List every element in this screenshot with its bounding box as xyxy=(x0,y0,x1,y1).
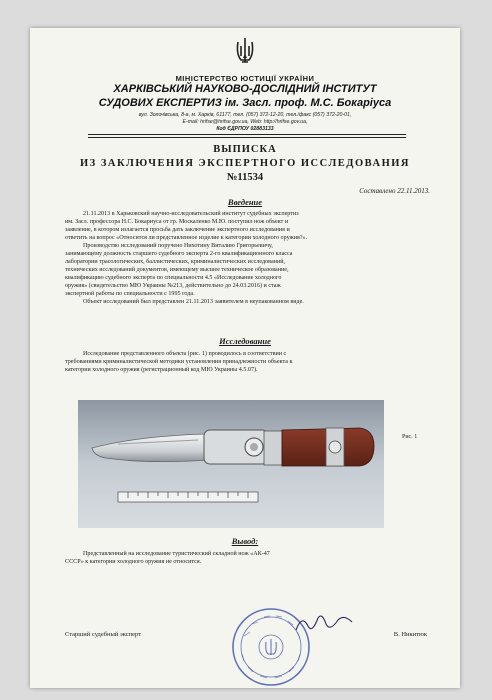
text-line: занимающему должность старшего судебного эксперта 2-го квалификационного класса xyxy=(65,251,293,257)
trident-emblem-icon xyxy=(232,36,258,66)
ministry-line: МІНІСТЕРСТВО ЮСТИЦІЇ УКРАЇНИ xyxy=(175,74,315,83)
text-line: Представленный на исследование туристический складной нож «АК-47 xyxy=(83,551,270,557)
institute-name-line2: СУДОВИХ ЕКСПЕРТИЗ ім. Засл. проф. М.С. Бокаріуса xyxy=(98,97,392,109)
document-subtitle: ИЗ ЗАКЛЮЧЕНИЯ ЭКСПЕРТНОГО ИССЛЕДОВАНИЯ xyxy=(79,158,411,169)
address-line: вул. Золочівська, 8-а, м. Харків, 61177, тел. (057) 372-12-20, тел./факс (057) 372-20-01, xyxy=(138,112,352,118)
text-line: 21.11.2013 в Харьковский научно-исследовательский институт судебных экспертиз xyxy=(83,211,299,217)
institute-name-line1: ХАРКІВСЬКИЙ НАУКОВО-ДОСЛІДНИЙ ІНСТИТУТ xyxy=(113,83,377,95)
handwritten-signature xyxy=(292,608,362,638)
folding-knife-image xyxy=(78,400,384,528)
header-divider-thin xyxy=(88,137,406,138)
text-line: требованиями криминалистической методики установления принадлежности объекта к xyxy=(65,359,293,365)
text-line: технических исследований документов, имеющему высшее техническое образование, xyxy=(65,267,289,273)
figure-label: Рис. 1 xyxy=(402,434,418,440)
document-page xyxy=(30,28,460,688)
conclusion-heading: Вывод: xyxy=(231,536,259,546)
compiled-date: Составлено 22.11.2013. xyxy=(359,187,430,195)
conclusion-body xyxy=(65,550,427,566)
text-line: ответить на вопрос «Относится ли представленное изделие к категории холодного оружия?». xyxy=(65,235,308,241)
document-number: №11534 xyxy=(226,172,264,183)
text-line: Производство исследований поручено Нихотину Виталию Григорьевичу, xyxy=(83,243,273,249)
text-line: категории холодного оружия (регистрационный код МЮ Украины 4.5.07). xyxy=(65,367,258,373)
research-body xyxy=(65,350,427,374)
text-line: СССР» к категории холодного оружия не относится. xyxy=(65,559,202,565)
research-heading: Исследование xyxy=(219,336,271,346)
expert-title: Старший судебный эксперт xyxy=(65,631,142,638)
knife-photo xyxy=(78,400,384,528)
text-line: им. Засл. профессора Н.С. Бокариуса от гр. Москаленко М.Ю. поступил нож объект и xyxy=(65,219,289,225)
header-divider xyxy=(88,134,406,135)
intro-body xyxy=(65,210,427,306)
text-line: квалификацию судебного эксперта по специальности 4.5 «Исследование холодного xyxy=(65,275,282,281)
text-line: заявление, в котором излагается просьба дать заключение экспертного исследования и xyxy=(65,227,290,233)
text-line: Исследование представленного объекта (рис. 1) проводилось в соответствии с xyxy=(83,351,287,357)
edrpou-code: Код ЄДРПОУ 02883133 xyxy=(216,126,274,132)
document-title: ВЫПИСКА xyxy=(213,144,277,155)
text-line: экспертной работы по специальности с 1995 года. xyxy=(65,291,195,297)
intro-heading: Введение xyxy=(227,197,263,207)
contact-line: E-mail: hrifse@hrifse.gov.ua, Web: http://hrifse.gov.ua, xyxy=(182,119,308,125)
expert-name: В. Никитюк xyxy=(393,631,427,638)
text-line: Объект исследований был представлен 21.11.2013 заявителем в неупакованном виде. xyxy=(83,299,304,305)
text-line: лаборатории трасологических, баллистических, криминалистических исследований, xyxy=(65,259,285,265)
text-line: оружия» (свидетельство МЮ Украины №213, действительно до 24.03.2016) и стаж xyxy=(65,283,281,289)
